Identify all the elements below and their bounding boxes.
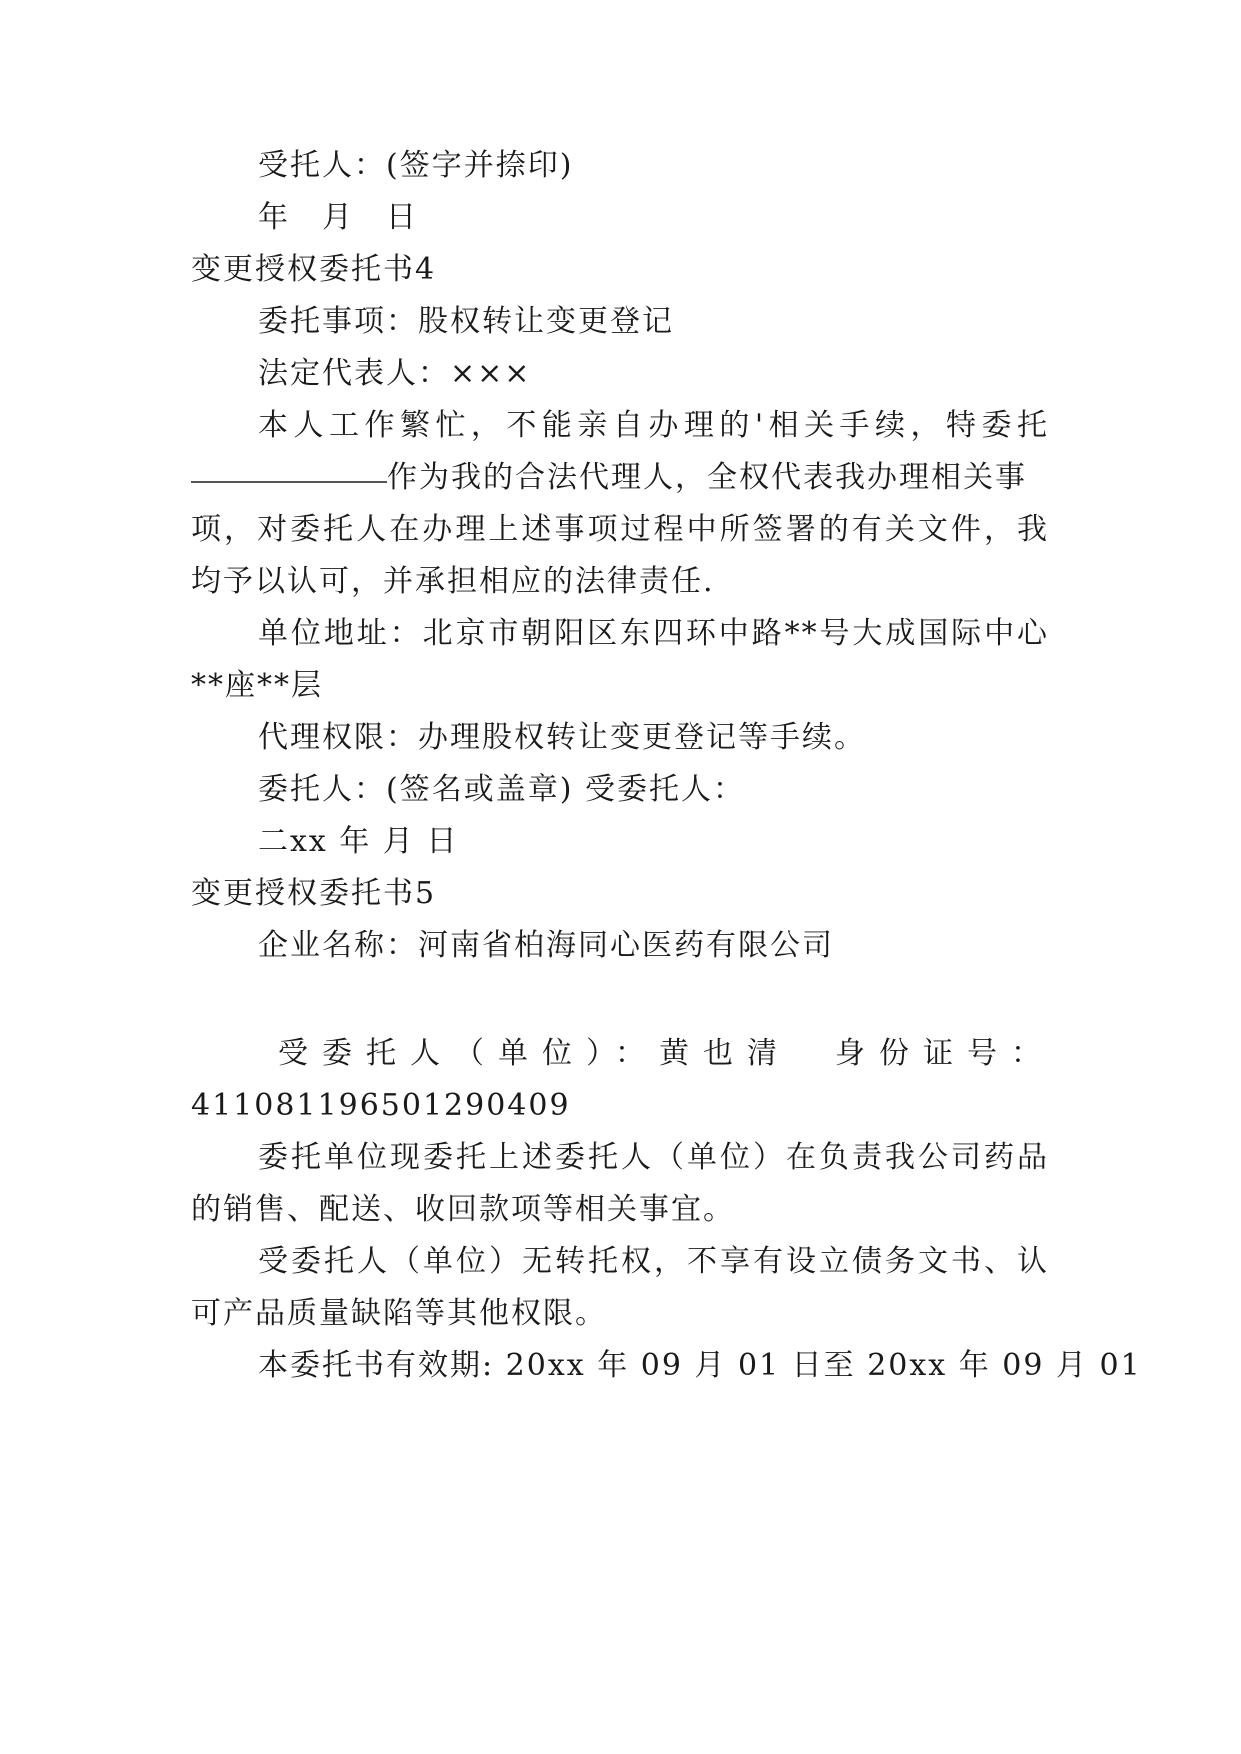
fill-in-blank: [191, 481, 387, 483]
trustee-signature-line: 受托人：(签字并捺印): [258, 148, 574, 183]
section-heading-4: 变更授权委托书4: [191, 252, 437, 287]
paragraph-line: 项，对委托人在办理上述事项过程中所签署的有关文件，我: [191, 512, 1049, 547]
id-number: 411081196501290409: [191, 1088, 571, 1123]
paragraph-line: 均予以认可，并承担相应的法律责任.: [191, 564, 715, 599]
paragraph-line: 本人工作繁忙，不能亲自办理的'相关手续，特委托: [258, 408, 1049, 443]
unit-address-continued: **座**层: [191, 668, 323, 703]
paragraph-line: 的销售、配送、收回款项等相关事宜。: [191, 1192, 735, 1227]
date-line: 二xx 年 月 日: [258, 824, 459, 859]
paragraph-line: 可产品质量缺陷等其他权限。: [191, 1296, 607, 1331]
agency-authority: 代理权限：办理股权转让变更登记等手续。: [258, 720, 866, 755]
entrusted-matter: 委托事项：股权转让变更登记: [258, 304, 674, 339]
date-line: 年 月 日: [258, 200, 418, 235]
company-name: 企业名称：河南省柏海同心医药有限公司: [258, 928, 834, 963]
paragraph-line: 委托单位现委托上述委托人（单位）在负责我公司药品: [258, 1140, 1049, 1175]
paragraph-line: [191, 458, 1027, 498]
paragraph-text: 作为我的合法代理人，全权代表我办理相关事: [387, 460, 1027, 495]
signature-line: 委托人：(签名或盖章) 受委托人：: [258, 772, 745, 807]
trustee-id-line: 受委托人（单位）：黄也清 身份证号：: [278, 1036, 1055, 1071]
section-heading-5: 变更授权委托书5: [191, 876, 437, 911]
validity-period: 本委托书有效期: 20xx 年 09 月 01 日至 20xx 年 09 月 01: [258, 1348, 1142, 1383]
legal-representative: 法定代表人：×××: [258, 356, 532, 391]
unit-address: 单位地址：北京市朝阳区东四环中路**号大成国际中心: [258, 616, 1049, 651]
paragraph-line: 受委托人（单位）无转托权，不享有设立债务文书、认: [258, 1244, 1049, 1279]
